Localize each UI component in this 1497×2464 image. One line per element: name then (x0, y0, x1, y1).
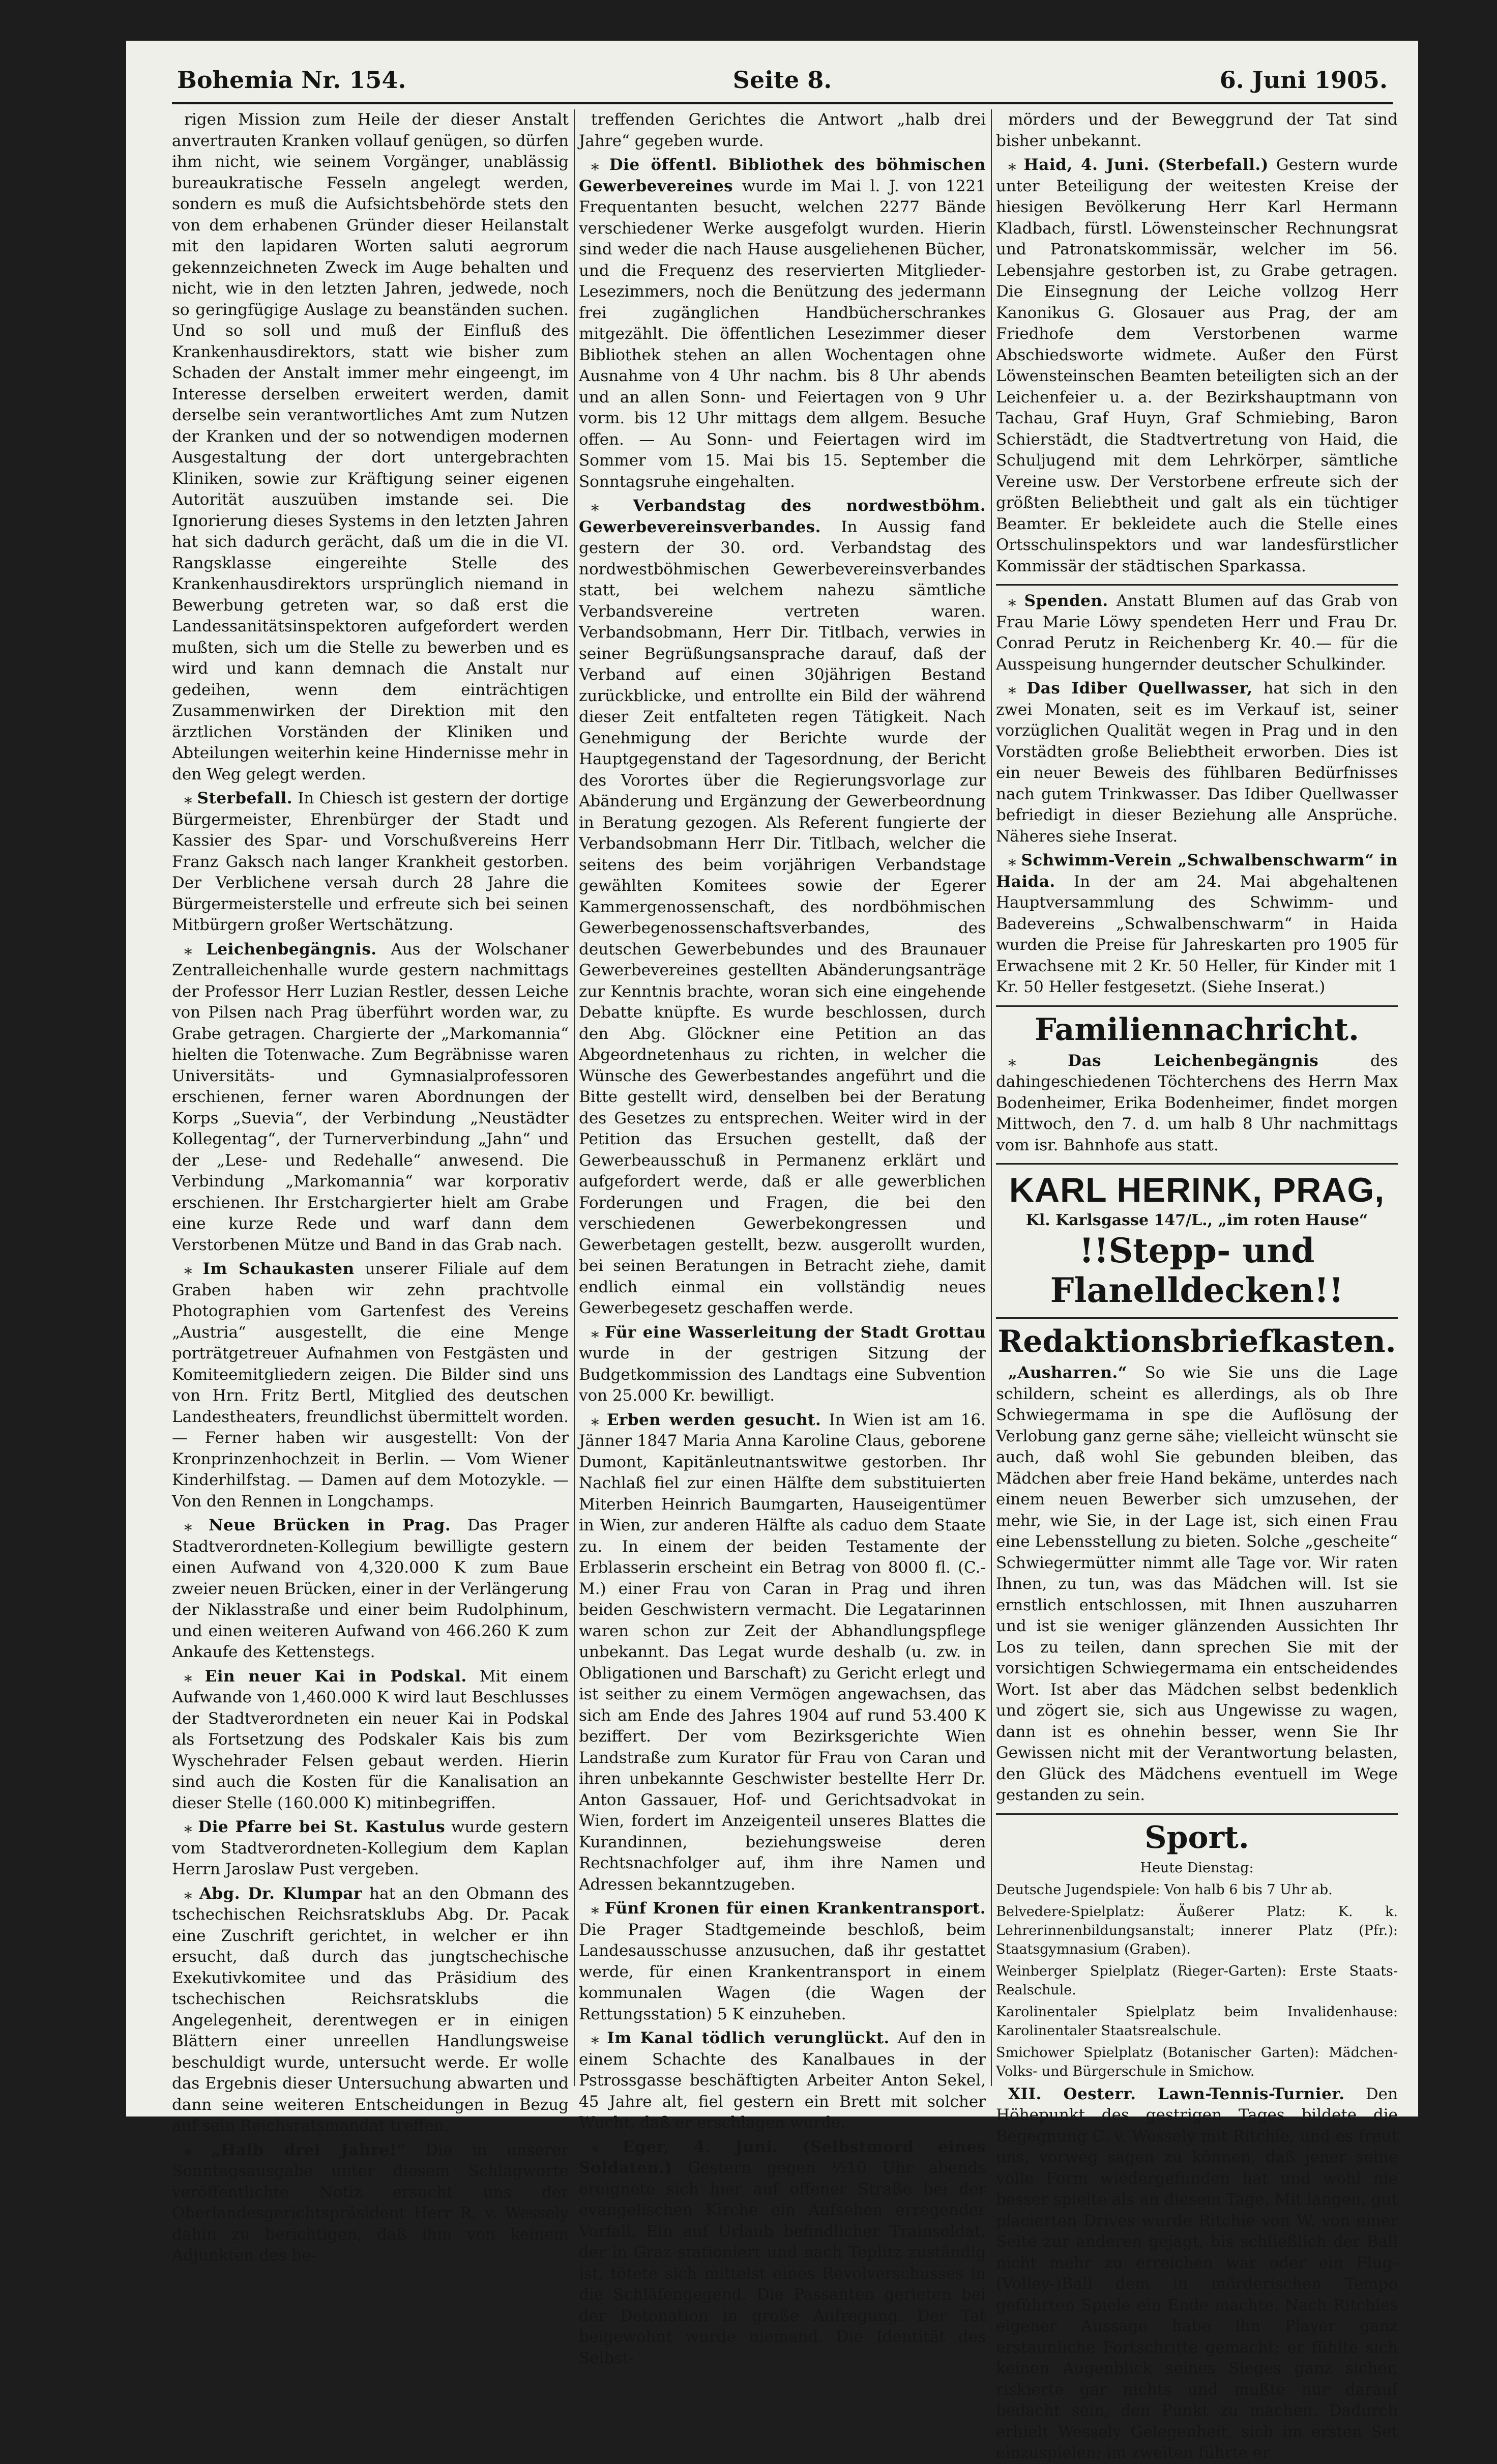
article-text: hat an den Obmann des tschechischen Reichsratsklubs Abg. Dr. Pacak eine Zuschrift gerichtet, in welcher er ihn ersucht, daß durch das jungtschechische Exekutivkomitee und das Präsidium des tschechischen Reichsratsklubs die Angelegenheit, derentwegen er in einigen Blättern einer unreellen Handlungsweise beschuldigt wurde, untersucht werde. Er wolle das Ergebnis dieser Untersuchung abwarten und dann seine weiteren Entscheidungen in Bezug auf sein Reichsratsmandat treffen. (172, 1884, 569, 2135)
article: ⁎ Im Kanal tödlich verunglückt. Auf den in einem Schachte des Kanalbaues in der Pstrossgasse beschäftigten Arbeiter Anton Sekel, 45 Jahre alt, fiel gestern ein Brett mit solcher Wucht, daß er erschlagen wurde. (579, 2029, 986, 2132)
article: ⁎ Neue Brücken in Prag. Das Prager Stadtverordneten-Kollegium bewilligte gestern einen Aufwand von 4,320.000 K zum Baue zweier neuen Brücken, einer in der Verlängerung der Niklasstraße und einer beim Rudolphinum, und einen weiteren Aufwand von 466.260 K zum Ankaufe des Kettenstegs. (172, 1516, 569, 1661)
article-text: wurde im Mai l. J. von 1221 Frequentanten besucht, welchen 2277 Bände verschiedener Werke ausgefolgt wurden. Hierin sind weder die nach Hause ausgeliehenen Bücher, und die Frequenz des reservierten Mitglieder-Lesezimmers, noch die Benützung des jedermann frei zugänglichen Handbücherschrankes mitgezählt. Die öffentlichen Lesezimmer dieser Bibliothek stehen an allen Wochentagen ohne Ausnahme von 4 Uhr nachm. bis 8 Uhr abends und an allen Sonn- und Feiertagen von 9 Uhr vorm. bis 12 Uhr mittags dem allgem. Besuche offen. — Au Sonn- und Feiertagen wird im Sommer vom 15. Mai bis 15. September die Sonntagsruhe eingehalten. (579, 177, 986, 491)
article-title: Eger, 4. Juni. (Selbstmord eines Soldaten.) (579, 2137, 986, 2177)
column-3 (996, 109, 1398, 2462)
article-text: treffenden Gerichtes die Antwort „halb drei Jahre“ gegeben wurde. (579, 110, 986, 150)
article-text: hat sich in den zwei Monaten, seit es im Verkauf ist, seiner vorzüglichen Qualität wegen in Prag und in den Vorstädten große Beliebtheit erworben. Dies ist ein neuer Beweis des fühlbaren Bedürfnisses nach gutem Trinkwasser. Das Idiber Quellwasser befriedigt in dieser Beziehung alle Ansprüche. Näheres siehe Inserat. (996, 679, 1398, 846)
ad-slogan: !!Stepp- und Flanelldecken!! (1050, 1231, 1344, 1310)
article-title: „Halb drei Jahre!“ (211, 2140, 406, 2159)
column-divider (574, 109, 575, 2086)
article-text: In Chiesch ist gestern der dortige Bürgermeister, Ehrenbürger der Stadt und Kassier des Spar- und Vorschußvereins Herr Franz Gaksch nach langer Krankheit gestorben. Der Verblichene versah durch 28 Jahre die Bürgermeisterstelle und erfreute sich bei seinen Mitbürgern großer Wertschätzung. (172, 789, 569, 934)
article: ⁎ Sterbefall. In Chiesch ist gestern der dortige Bürgermeister, Ehrenbürger der Stadt und Kassier des Spar- und Vorschußvereins Herr Franz Gaksch nach langer Krankheit gestorben. Der Verblichene versah durch 28 Jahre die Bürgermeisterstelle und erfreute sich bei seinen Mitbürgern großer Wertschätzung. (172, 789, 569, 934)
article-text: Mit einem Aufwande von 1,460.000 K wird laut Beschlusses der Stadtverordneten ein neuer Kai in Podskal als Fortsetzung des Podskaler Kais bis zum Wyschehrader Felsen gebaut werden. Hierin sind auch die Kosten für die Kanalisation an dieser Stelle (160.000 K) mitinbegriffen. (172, 1667, 569, 1812)
article-text: rigen Mission zum Heile der dieser Anstalt anvertrauten Kranken vollauf genügen, so dürfen ihm nicht, wie seinem Vorgänger, unablässig bureaukratische Fesseln angelegt werden, sondern es muß die Aufsichtsbehörde stets den von dem erhabenen Gründer dieser Heilanstalt mit den lapidaren Worten saluti aegrorum gekennzeichneten Zweck im Auge behalten und nicht, wie in den letzten Jahren, jedwede, noch so geringfügige Auslage zu beanständen suchen. Und so soll und muß der Einfluß des Krankenhausdirektors, statt wie bisher zum Schaden der Anstalt immer mehr eingeengt, im Interesse derselben erweitert werden, damit derselbe sein verantwortliches Amt zum Nutzen der Kranken und der so notwendigen modernen Ausgestaltung der dort untergebrachten Kliniken, sowie zur Kräftigung seiner eigenen Autorität auszuüben imstande sei. Die Ignorierung dieses Systems in den letzten Jahren hat sich dadurch gerächt, daß um die in die VI. Rangsklasse eingereihte Stelle des Krankenhausdirektors ursprünglich niemand in Bewerbung getreten war, so daß erst die Landessanitätsinspektoren aufgefordert werden mußten, sich um die Stelle zu bewerben und es wird und kann demnach die Anstalt nur gedeihen, wenn dem einträchtigen Zusammenwirken der Direktion mit den ärztlichen Vorständen der Kliniken und Abteilungen weiterhin keine Hindernisse mehr in den Weg gelegt werden. (172, 110, 569, 784)
article: ⁎ Das Idiber Quellwasser, hat sich in den zwei Monaten, seit es im Verkauf ist, seiner vorzüglichen Qualität wegen in Prag und in den Vorstädten große Beliebtheit erworben. Dies ist ein neuer Beweis des fühlbaren Bedürfnisses nach gutem Trinkwasser. Das Idiber Quellwasser befriedigt in dieser Beziehung alle Ansprüche. Näheres siehe Inserat. (996, 679, 1398, 846)
header-rule (172, 102, 1393, 104)
sport-entry: Deutsche Jugendspiele: Von halb 6 bis 7 Uhr ab. (996, 1881, 1333, 1898)
issue-label: Bohemia Nr. 154. (177, 66, 406, 94)
article-text: Die in unserer Sonntagsausgabe unter diesem Schlagworte veröffentlichte Notiz ersucht uns der Oberlandesgerichtspräsident Herr R. v. Wessely dahin zu berichtigen, daß ihm von keinem Adjunkten des be- (172, 2140, 569, 2265)
article: ⁎ Verbandstag des nordwestböhm. Gewerbevereinsverbandes. In Aussig fand gestern der 30. ord. Verbandstag des nordwestböhmischen Gewerbevereinsverbandes statt, bei welchem nahezu sämtliche Verbandsvereine vertreten waren. Verbandsobmann, Herr Dir. Titlbach, verwies in seiner Begrüßungsansprache darauf, daß der Verband auf einen 30jährigen Bestand zurückblicke, und entrollte ein Bild der während dieser Zeit entfalteten regen Tätigkeit. Nach Genehmigung der Berichte wurde der Hauptgegenstand der Tagesordnung, der Bericht des Vorortes über die Regierungsvorlage zur Abänderung und Ergänzung der Gewerbeordnung in Beratung gezogen. Als Referent fungierte der Verbandsobmann Herr Dir. Titlbach, welcher die seitens des beim vorjährigen Verbandstage gewählten Komitees sowie der Egerer Kammergenossenschaft, des nordböhmischen Gewerbegenossenschaftsverbandes, des deutschen Gewerbebundes und des Braunauer Gewerbevereines gestellten Abänderungsanträge zur Kenntnis brachte, woran sich eine eingehende Debatte knüpfte. Es wurde beschlossen, durch den Abg. Glöckner eine Petition an das Abgeordnetenhaus zu richten, in welcher die Wünsche des Gewerbestandes angeführt und die Bitte gestellt wird, denselben bei der Beratung des Gesetzes zu entsprechen. Weiter wird in der Petition das Ersuchen gestellt, daß der Gewerbeausschuß in Permanenz erklärt und aufgefordert werde, daß er alle gewerblichen Forderungen und Fragen, die bei den verschiedenen Gewerbekongressen und Gewerbetagen gestellt, bezw. ausgerollt wurden, bei seinen Beratungen in Betracht ziehe, damit endlich einmal ein vollständig neues Gewerbegesetz geschaffen werde. (579, 497, 986, 1317)
letters-title: Redaktionsbriefkasten. (997, 1324, 1396, 1359)
article-text: wurde in der gestrigen Sitzung der Budgetkommission des Landtags eine Subvention von 25.000 Kr. bewilligt. (579, 1344, 986, 1405)
ad-address: Kl. Karlsgasse 147/L., „im roten Hause“ (1025, 1211, 1368, 1229)
article (996, 1363, 1398, 1806)
article: ⁎ „Halb drei Jahre!“ Die in unserer Sonntagsausgabe unter diesem Schlagworte veröffentlichte Notiz ersucht uns der Oberlandesgerichtspräsident Herr R. v. Wessely dahin zu berichtigen, daß ihm von keinem Adjunkten des be- (172, 2140, 569, 2265)
sport-subtitle: Heute Dienstag: (1140, 1860, 1254, 1876)
article: ⁎ Im Schaukasten unserer Filiale auf dem Graben haben wir zehn prachtvolle Photographien vom Gartenfest des Vereins „Austria“ ausgestellt, die eine Menge porträtgetreuer Aufnahmen von Festgästen und Komiteemitgliedern zeigen. Die Bilder sind uns von Hrn. Fritz Bertl, Mitglied des deutschen Landestheaters, freundlichst übermittelt worden. — Ferner haben wir ausgestellt: Von der Kronprinzenhochzeit in Berlin. — Vom Wiener Kinderhilfstag. — Damen auf dem Motozykle. — Von den Rennen in Longchamps. (172, 1260, 569, 1511)
newspaper-page (126, 41, 1418, 2462)
article: ⁎ Das Leichenbegängnis des dahingeschiedenen Töchterchens des Herrn Max Bodenheimer, Erika Bodenheimer, findet morgen Mittwoch, den 7. d. um halb 8 Uhr nachmittags vom isr. Bahnhofe aus statt. (996, 1051, 1398, 1154)
sport-entry: Weinberger Spielplatz (Rieger-Garten): Erste Staats-Realschule. (996, 1963, 1398, 1998)
article-title: XII. Oesterr. Lawn-Tennis-Turnier. (1008, 2084, 1345, 2103)
issue-date: 6. Juni 1905. (1219, 66, 1388, 94)
sport-entry: Karolinentaler Spielplatz beim Invalidenhause: Karolinentaler Staatsrealschule. (996, 2004, 1398, 2039)
section-divider (996, 1163, 1398, 1165)
article-title: Spenden. (1024, 592, 1108, 610)
article: ⁎ Schwimm-Verein „Schwalbenschwarm“ in Haida. In der am 24. Mai abgehaltenen Hauptversammlung des Schwimm- und Badevereins „Schwalbenschwarm“ in Haida wurden die Preise für Jahreskarten pro 1905 für Erwachsene mit 2 Kr. 50 Heller, für Kinder mit 1 Kr. 50 Heller festgesetzt. (Siehe Inserat.) (996, 851, 1398, 996)
family-news-title: Familiennachricht. (1035, 1011, 1359, 1048)
article-text: In Aussig fand gestern der 30. ord. Verbandstag des nordwestböhmischen Gewerbevereinsverbandes statt, bei welchem nahezu sämtliche Verbandsvereine vertreten waren. Verbandsobmann, Herr Dir. Titlbach, verwies in seiner Begrüßungsansprache darauf, daß der Verband auf einen 30jährigen Bestand zurückblicke, und entrollte ein Bild der während dieser Zeit entfalteten regen Tätigkeit. Nach Genehmigung der Berichte wurde der Hauptgegenstand der Tagesordnung, der Bericht des Vorortes über die Regierungsvorlage zur Abänderung und Ergänzung der Gewerbeordnung in Beratung gezogen. Als Referent fungierte der Verbandsobmann Herr Dir. Titlbach, welcher die seitens des beim vorjährigen Verbandstage gewählten Komitees sowie der Egerer Kammergenossenschaft, des nordböhmischen Gewerbegenossenschaftsverbandes, des deutschen Gewerbebundes und des Braunauer Gewerbevereines gestellten Abänderungsanträge zur Kenntnis brachte, woran sich eine eingehende Debatte knüpfte. Es wurde beschlossen, durch den Abg. Glöckner eine Petition an das Abgeordnetenhaus zu richten, in welcher die Wünsche des Gewerbestandes angeführt und die Bitte gestellt wird, denselben bei der Beratung des Gesetzes zu entsprechen. Weiter wird in der Petition das Ersuchen gestellt, daß der Gewerbeausschuß in Permanenz erklärt und aufgefordert werde, daß er alle gewerblichen Forderungen und Fragen, die bei den verschiedenen Gewerbekongressen und Gewerbetagen gestellt, bezw. ausgerollt wurden, bei seinen Beratungen in Betracht ziehe, damit endlich einmal ein vollständig neues Gewerbegesetz geschaffen werde. (579, 517, 986, 1317)
article-title: Haid, 4. Juni. (Sterbefall.) (1023, 156, 1269, 174)
article-text: Den Höhepunkt des gestrigen Tages bildete die Begegnung C. v. Wessely mit Ritchie, und es freut uns, vorweg sagen zu können, daß jener seine volle Form wiedergefunden hat und wohl nie besser spielte als an diesem Tage. Mit langen, gut placierten Drives wurde Ritchie von W. von einer Seite zur anderen gejagt, bis schließlich der Ball nicht mehr zu erreichen war oder ein Flug-(Volley-)Ball dem in mörderischen Tempo geführten Spiele ein Ende machte. Nach Ritchies eigener Aussage habe ihn Player ganz erstaunliche Fortschritte gemacht; er fühlte sich keinen Augenblick seines Sieges ganz sicher, riskierte gar nichts und mußte nur darauf bedacht sein, den Punkt zu machen. Dadurch erhielt Wessely Gelegenheit, sich im ersten Set einzuspielen; im zweiten führte er (996, 2084, 1398, 2462)
article-text: mörders und der Beweggrund der Tat sind bisher unbekannt. (996, 110, 1398, 150)
article-text: Anstatt Blumen auf das Grab von Frau Marie Löwy spendeten Herr und Frau Dr. Conrad Perutz in Reichenberg Kr. 40.— für die Ausspeisung hungernder deutscher Schulkinder. (996, 592, 1398, 674)
page-number: Seite 8. (732, 66, 832, 94)
article: ⁎ Spenden. Anstatt Blumen auf das Grab von Frau Marie Löwy spendeten Herr und Frau Dr. Conrad Perutz in Reichenberg Kr. 40.— für die Ausspeisung hungernder deutscher Schulkinder. (996, 592, 1398, 674)
article-title: Verbandstag des nordwestböhm. Gewerbevereinsverbandes. (579, 497, 986, 536)
article-title: Schwimm-Verein „Schwalbenschwarm“ in Haida. (996, 851, 1398, 891)
sport-entry: Smichower Spielplatz (Botanischer Garten): Mädchen-Volks- und Bürgerschule in Smichow. (996, 2044, 1398, 2079)
article-text: Auf den in einem Schachte des Kanalbaues in der Pstrossgasse beschäftigten Arbeiter Anton Sekel, 45 Jahre alt, fiel gestern ein Brett mit solcher Wucht, daß er erschlagen wurde. (579, 2029, 986, 2132)
article: ⁎ Die Pfarre bei St. Kastulus wurde gestern vom Stadtverordneten-Kollegium dem Kaplan Herrn Jaroslaw Pust vergeben. (172, 1818, 569, 1878)
article: ⁎ Die öffentl. Bibliothek des böhmischen Gewerbevereines wurde im Mai l. J. von 1221 Frequentanten besucht, welchen 2277 Bände verschiedener Werke ausgefolgt wurden. Hierin sind weder die nach Hause ausgeliehenen Bücher, und die Frequenz des reservierten Mitglieder-Lesezimmers, noch die Benützung des jedermann frei zugänglichen Handbücherschrankes mitgezählt. Die öffentlichen Lesezimmer dieser Bibliothek stehen an allen Wochentagen ohne Ausnahme von 4 Uhr nachm. bis 8 Uhr abends und an allen Sonn- und Feiertagen von 9 Uhr vorm. bis 12 Uhr mittags dem allgem. Besuche offen. — Au Sonn- und Feiertagen wird im Sommer vom 15. Mai bis 15. September die Sonntagsruhe eingehalten. (579, 156, 986, 491)
article-text: wurde gestern vom Stadtverordneten-Kollegium dem Kaplan Herrn Jaroslaw Pust vergeben. (172, 1818, 569, 1878)
advertisement (996, 1170, 1398, 1310)
article-title: Erben werden gesucht. (606, 1410, 821, 1429)
article: ⁎ Erben werden gesucht. In Wien ist am 16. Jänner 1847 Maria Anna Karoline Claus, geborene Dumont, Kapitänleutnantswitwe gestorben. Ihr Nachlaß fiel zur einen Hälfte dem substituierten Miterben Heinrich Baumgarten, Hauseigentümer in Wien, zur anderen Hälfte als caduo dem Staate zu. In einem der beiden Testamente der Erblasserin erscheint ein Betrag von 8000 fl. (C.-M.) einer Frau von Caran in Prag und ihren beiden Geschwistern vermacht. Die Legatarinnen waren schon zur Zeit der Abhandlungspflege unbekannt. Das Legat wurde deshalb (u. zw. in Obligationen und Barschaft) zu Gericht erlegt und ist seither zu einem Vermögen angewachsen, das sich am Ende des Jahres 1904 auf rund 53.400 K beziffert. Der vom Bezirksgerichte Wien Landstraße zum Kurator für Frau von Caran und ihren unbekannte Geschwister bestellte Herr Dr. Anton Gassauer, Hof- und Gerichtsadvokat in Wien, fordert im Anzeigenteil unseres Blattes die Kurandinnen, beziehungsweise deren Rechtsnachfolger auf, ihm ihre Namen und Adressen bekanntzugeben. (579, 1410, 986, 1894)
article-text: Gestern gegen ½10 Uhr abends ereignete sich hier auf offener Straße bei der evangelischen Kirche ein Aufsehen erregender Vorfall. Ein auf Urlaub befindlicher Trainsoldat, der in Graz stationiert und nach Teplitz zuständig ist, tötete sich mittelst eines Revolverschusses in die Schläfengegend. Die Passanten gerieten bei der Detonation in große Aufregung. Der Tat beigewohnt wurde niemand. Die Identität des Selbst- (579, 2159, 986, 2367)
article-title: Die öffentl. Bibliothek des böhmischen Gewerbevereines (579, 156, 986, 195)
article (996, 2084, 1398, 2464)
article-text: So wie Sie uns die Lage schildern, scheint es allerdings, als ob Ihre Schwiegermama in spe die Auflösung der Verlobung ganz gerne sähe; vielleicht wünscht sie auch, daß wohl Sie gebunden bleiben, das Mädchen aber freie Hand bekäme, unterdes nach einem neuen Bewerber sich umzusehen, der mehr, wie Sie, in der Lage ist, sich einen Frau eine Lebensstellung zu bieten. Solche „gescheite“ Schwiegermütter nimmt alle Tage vor. Wir raten Ihnen, zu tun, was das Mädchen will. Ist sie ernstlich entschlossen, mit Ihnen auszuharren und ist sie weniger glänzenden Aussichten Ihr Los zu teilen, dann sprechen Sie mit der vorsichtigen Schwiegermama ein entscheidendes Wort. Ist aber das Mädchen selbst bedenklich und zögert sie, sich aus Ungewisse zu wagen, dann ist es ohnehin besser, wenn Sie Ihr Gewissen nicht mit der Verantwortung belasten, den Glück des Mädchens eventuell im Wege gestanden zu sein. (996, 1364, 1398, 1804)
article-title: Fünf Kronen für einen Krankentransport. (604, 1899, 986, 1918)
article: ⁎ Abg. Dr. Klumpar hat an den Obmann des tschechischen Reichsratsklubs Abg. Dr. Pacak eine Zuschrift gerichtet, in welcher er ihn ersucht, daß durch das jungtschechische Exekutivkomitee und das Präsidium des tschechischen Reichsratsklubs die Angelegenheit, derentwegen er in einigen Blättern einer unreellen Handlungsweise beschuldigt wurde, untersucht werde. Er wolle das Ergebnis dieser Untersuchung abwarten und dann seine weiteren Entscheidungen in Bezug auf sein Reichsratsmandat treffen. (172, 1884, 569, 2135)
ad-company-name: KARL HERINK, PRAG, (1009, 1171, 1385, 1209)
page-header (177, 66, 1388, 112)
column-divider (991, 109, 992, 2086)
article-title: Leichenbegängnis. (206, 940, 377, 959)
article: ⁎ Fünf Kronen für einen Krankentransport. Die Prager Stadtgemeinde beschloß, beim Landesausschusse anzusuchen, daß ihr gestattet werde, für einen Krankentransport in einem kommunalen Wagen (die Wagen der Rettungsstation) 5 K einzuheben. (579, 1899, 986, 2023)
column-1 (172, 109, 569, 2265)
article-text: In Wien ist am 16. Jänner 1847 Maria Anna Karoline Claus, geborene Dumont, Kapitänleutnantswitwe gestorben. Ihr Nachlaß fiel zur einen Hälfte dem substituierten Miterben Heinrich Baumgarten, Hauseigentümer in Wien, zur anderen Hälfte als caduo dem Staate zu. In einem der beiden Testamente der Erblasserin erscheint ein Betrag von 8000 fl. (C.-M.) einer Frau von Caran in Prag und ihren beiden Geschwistern vermacht. Die Legatarinnen waren schon zur Zeit der Abhandlungspflege unbekannt. Das Legat wurde deshalb (u. zw. in Obligationen und Barschaft) zu Gericht erlegt und ist seither zu einem Vermögen angewachsen, das sich am Ende des Jahres 1904 auf rund 53.400 K beziffert. Der vom Bezirksgerichte Wien Landstraße zum Kurator für Frau von Caran und ihren unbekannte Geschwister bestellte Herr Dr. Anton Gassauer, Hof- und Gerichtsadvokat in Wien, fordert im Anzeigenteil unseres Blattes die Kurandinnen, beziehungsweise deren Rechtsnachfolger auf, ihm ihre Namen und Adressen bekanntzugeben. (579, 1410, 986, 1894)
column-2 (579, 109, 986, 2367)
article-text: unserer Filiale auf dem Graben haben wir zehn prachtvolle Photographien vom Gartenfest des Vereins „Austria“ ausgestellt, die eine Menge porträtgetreuer Aufnahmen von Festgästen und Komiteemitgliedern zeigen. Die Bilder sind uns von Hrn. Fritz Bertl, Mitglied des deutschen Landestheaters, freundlichst übermittelt worden. — Ferner haben wir ausgestellt: Von der Kronprinzenhochzeit in Berlin. — Vom Wiener Kinderhilfstag. — Damen auf dem Motozykle. — Von den Rennen in Longchamps. (172, 1260, 569, 1511)
article-title: Neue Brücken in Prag. (209, 1516, 451, 1534)
article-text: Das Prager Stadtverordneten-Kollegium bewilligte gestern einen Aufwand von 4,320.000 K zum Baue zweier neuen Brücken, einer in der Verlängerung der Niklasstraße und einer beim Rudolphinum, und einen weiteren Aufwand von 466.260 K zum Ankaufe des Kettenstegs. (172, 1516, 569, 1661)
sport-entry: Belvedere-Spielplatz: Äußerer Platz: K. k. Lehrerinnenbildungsanstalt; innerer Platz (Pfr.): Staatsgymnasium (Graben). (996, 1903, 1398, 1957)
article: ⁎ Eger, 4. Juni. (Selbstmord eines Soldaten.) Gestern gegen ½10 Uhr abends ereignete sich hier auf offener Straße bei der evangelischen Kirche ein Aufsehen erregender Vorfall. Ein auf Urlaub befindlicher Trainsoldat, der in Graz stationiert und nach Teplitz zuständig ist, tötete sich mittelst eines Revolverschusses in die Schläfengegend. Die Passanten gerieten bei der Detonation in große Aufregung. Der Tat beigewohnt wurde niemand. Die Identität des Selbst- (579, 2137, 986, 2367)
article-title: Sterbefall. (197, 789, 293, 807)
section-divider (996, 1005, 1398, 1007)
section-divider (996, 1813, 1398, 1815)
article-title: Im Kanal tödlich verunglückt. (607, 2029, 890, 2047)
article-text: Aus der Wolschaner Zentralleichenhalle wurde gestern nachmittags der Professor Herr Luzian Restler, dessen Leiche von Pilsen nach Prag überführt worden war, zu Grabe getragen. Chargierte der „Markomannia“ hielten die Totenwache. Zum Begräbnisse waren Universitäts- und Gymnasialprofessoren erschienen, ferner waren Abordnungen der Korps „Suevia“, der Verbindung „Neustädter Kollegentag“, der Turnerverbindung „Jahn“ und der „Lese- und Redehalle“ anwesend. Die Verbindung „Markomannia“ war korporativ erschienen. Ihr Erstchargierter hielt am Grabe eine kurze Rede und warf dann dem Verstorbenen Mütze und Band in das Grab nach. (172, 940, 569, 1254)
article-text: In der am 24. Mai abgehaltenen Hauptversammlung des Schwimm- und Badevereins „Schwalbenschwarm“ in Haida wurden die Preise für Jahreskarten pro 1905 für Erwachsene mit 2 Kr. 50 Heller, für Kinder mit 1 Kr. 50 Heller festgesetzt. (Siehe Inserat.) (996, 872, 1398, 996)
article-title: Für eine Wasserleitung der Stadt Grottau (605, 1323, 986, 1342)
article-title: Ein neuer Kai in Podskal. (204, 1667, 467, 1686)
article: ⁎ Haid, 4. Juni. (Sterbefall.) Gestern wurde unter Beteiligung der weitesten Kreise der hiesigen Bevölkerung Herr Karl Hermann Kladbach, fürstl. Löwensteinscher Rechnungsrat und Patronatskommissär, welcher im 56. Lebensjahre gestorben ist, zu Grabe getragen. Die Einsegnung der Leiche vollzog Herr Kanonikus G. Glosauer aus Prag, der am Friedhofe dem Verstorbenen warme Abschiedsworte widmete. Außer den Fürst Löwensteinschen Beamten beteiligten sich an der Leichenfeier u. a. der Bezirkshauptmann von Tachau, Graf Huyn, Graf Schmiebing, Baron Schierstädt, die Stadtvertretung von Haid, die Schuljugend mit dem Lehrkörper, sämtliche Vereine usw. Der Verstorbene erfreute sich der größten Beliebtheit und galt als ein tüchtiger Beamter. Er bekleidete auch die Stelle eines Ortsschulinspektors und war landesfürstlicher Kommissär der städtischen Sparkassa. (996, 156, 1398, 575)
article-text: des dahingeschiedenen Töchterchens des Herrn Max Bodenheimer, Erika Bodenheimer, findet morgen Mittwoch, den 7. d. um halb 8 Uhr nachmittags vom isr. Bahnhofe aus statt. (996, 1051, 1398, 1154)
article: ⁎ Ein neuer Kai in Podskal. Mit einem Aufwande von 1,460.000 K wird laut Beschlusses der Stadtverordneten ein neuer Kai in Podskal als Fortsetzung des Podskaler Kais bis zum Wyschehrader Felsen gebaut werden. Hierin sind auch die Kosten für die Kanalisation an dieser Stelle (160.000 K) mitinbegriffen. (172, 1667, 569, 1812)
article-text: Gestern wurde unter Beteiligung der weitesten Kreise der hiesigen Bevölkerung Herr Karl Hermann Kladbach, fürstl. Löwensteinscher Rechnungsrat und Patronatskommissär, welcher im 56. Lebensjahre gestorben ist, zu Grabe getragen. Die Einsegnung der Leiche vollzog Herr Kanonikus G. Glosauer aus Prag, der am Friedhofe dem Verstorbenen warme Abschiedsworte widmete. Außer den Fürst Löwensteinschen Beamten beteiligten sich an der Leichenfeier u. a. der Bezirkshauptmann von Tachau, Graf Huyn, Graf Schmiebing, Baron Schierstädt, die Stadtvertretung von Haid, die Schuljugend mit dem Lehrkörper, sämtliche Vereine usw. Der Verstorbene erfreute sich der größten Beliebtheit und galt als ein tüchtiger Beamter. Er bekleidete auch die Stelle eines Ortsschulinspektors und war landesfürstlicher Kommissär der städtischen Sparkassa. (996, 156, 1398, 575)
section-divider (996, 1317, 1398, 1319)
article: ⁎ Für eine Wasserleitung der Stadt Grottau wurde in der gestrigen Sitzung der Budgetkommission des Landtags eine Subvention von 25.000 Kr. bewilligt. (579, 1323, 986, 1405)
article-title: Im Schaukasten (202, 1260, 355, 1278)
sport-title: Sport. (1144, 1819, 1249, 1856)
article-title: „Ausharren.“ (1008, 1364, 1128, 1382)
article-title: Das Leichenbegängnis (1068, 1051, 1319, 1070)
article-title: Das Idiber Quellwasser, (1026, 679, 1253, 698)
sport-section (996, 1859, 1398, 2081)
article: ⁎ Leichenbegängnis. Aus der Wolschaner Zentralleichenhalle wurde gestern nachmittags der Professor Herr Luzian Restler, dessen Leiche von Pilsen nach Prag überführt worden war, zu Grabe getragen. Chargierte der „Markomannia“ hielten die Totenwache. Zum Begräbnisse waren Universitäts- und Gymnasialprofessoren erschienen, ferner waren Abordnungen der Korps „Suevia“, der Verbindung „Neustädter Kollegentag“, der Turnerverbindung „Jahn“ und der „Lese- und Redehalle“ anwesend. Die Verbindung „Markomannia“ war korporativ erschienen. Ihr Erstchargierter hielt am Grabe eine kurze Rede und warf dann dem Verstorbenen Mütze und Band in das Grab nach. (172, 940, 569, 1254)
section-divider (996, 584, 1398, 586)
article-title: Abg. Dr. Klumpar (199, 1884, 362, 1903)
article-text: Die Prager Stadtgemeinde beschloß, beim Landesausschusse anzusuchen, daß ihr gestattet werde, für einen Krankentransport in einem kommunalen Wagen (die Wagen der Rettungsstation) 5 K einzuheben. (579, 1920, 986, 2023)
article-title: Die Pfarre bei St. Kastulus (198, 1818, 446, 1836)
